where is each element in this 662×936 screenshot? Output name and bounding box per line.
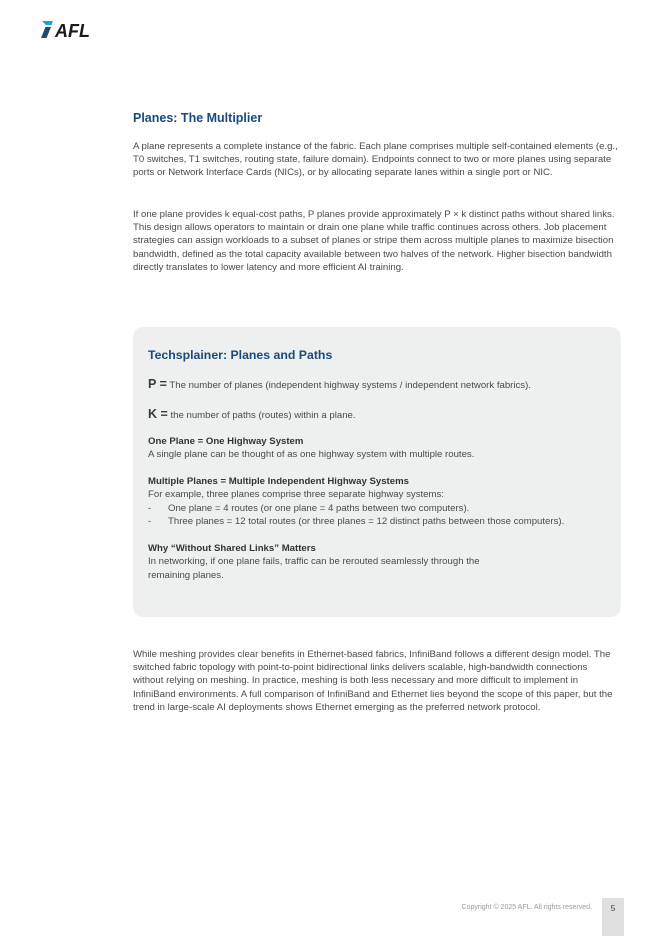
definition-term: P = [148,377,167,391]
logo-wordmark: AFL [55,21,90,39]
multiple-planes-intro: For example, three planes comprise three separate highway systems: [148,489,444,501]
definition-text: the number of paths (routes) within a plane. [167,410,356,421]
multiple-planes-heading: Multiple Planes = Multiple Independent Highway Systems [148,476,409,487]
afl-logo [40,19,96,39]
definition-text: The number of planes (independent highway systems / independent network fabrics). [166,380,531,391]
list-item [148,515,618,528]
definition-term: K = [148,407,168,421]
bullet-marker: - [148,516,152,528]
definition-k [148,407,356,421]
list-item [148,502,618,515]
page-number: 5 [602,898,624,936]
bullet-marker: - [148,502,152,514]
one-plane-block [148,435,618,462]
techsplainer-title: Techsplainer: Planes and Paths [148,348,333,362]
techsplainer-box [133,327,621,617]
routes-bullet-list [148,502,618,529]
why-text-line-1: In networking, if one plane fails, traffic can be rerouted seamlessly through the [148,556,480,568]
section-title: Planes: The Multiplier [133,111,263,125]
body-paragraph: If one plane provides k equal-cost paths, P planes provide approximately P × k distinct paths without shared links. This design allows operators to maintain or drain one plane while traffic continues across others. Job placement strategies can assign workloads to a subset of planes or stripe them across multiple planes to maximize bisection bandwidth, defined as the total capacity available between two halves of the network. Higher bisection bandwidth directly translates to lower latency and more efficient AI training. [133,209,615,273]
definition-p [148,377,531,391]
list-item-text: Three planes = 12 total routes (or three planes = 12 distinct paths between those computers). [168,516,565,528]
why-heading: Why “Without Shared Links” Matters [148,543,316,554]
why-block [148,542,618,582]
copyright-notice: Copyright © 2025 AFL. All rights reserved. [461,904,592,911]
list-item-text: One plane = 4 routes (or one plane = 4 paths between two computers). [168,502,470,514]
closing-paragraph: While meshing provides clear benefits in Ethernet-based fabrics, InfiniBand follows a different design model. The switched fabric topology with point-to-point bidirectional links delivers scalable, high-bandwidth connections without relying on meshing. In practice, meshing is both less necessary and more difficult to implement in InfiniBand environments. A full comparison of InfiniBand and Ethernet lies beyond the scope of this paper, but the trend in large-scale AI deployments shows Ethernet emerging as the preferred network protocol. [133,649,613,713]
why-text-line-2: remaining planes. [148,569,224,581]
body-paragraph: A plane represents a complete instance of the fabric. Each plane comprises multiple self-contained elements (e.g., T0 switches, T1 switches, routing state, failure domain). Endpoints connect to two or more planes using separate ports or Network Interface Cards (NICs), or by allocating separate lanes within a single port or NIC. [133,141,618,179]
multiple-planes-block [148,475,618,529]
one-plane-text: A single plane can be thought of as one highway system with multiple routes. [148,449,475,461]
one-plane-heading: One Plane = One Highway System [148,436,304,447]
